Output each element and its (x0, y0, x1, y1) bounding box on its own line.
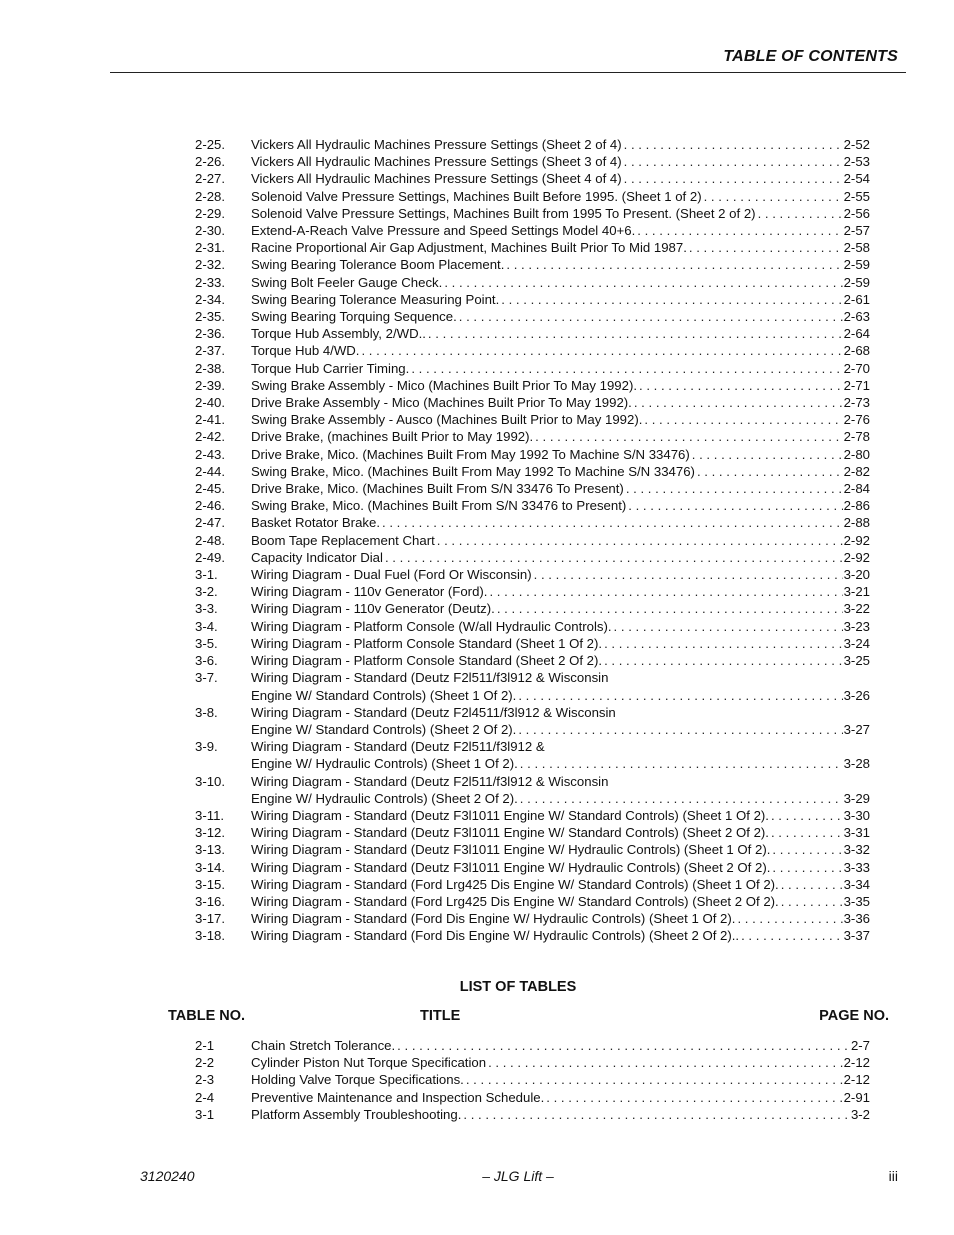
dot-leader (756, 205, 843, 222)
entry-number: 2-29. (195, 205, 226, 221)
dot-leader (442, 274, 842, 291)
toc-entry[interactable] (195, 239, 870, 256)
toc-entry[interactable] (195, 428, 870, 445)
entry-page-number: 2-59 (843, 274, 870, 290)
entry-title: Swing Brake, Mico. (Machines Built From May 1992 To Machine S/N 33476) (251, 463, 695, 479)
entry-title: Wiring Diagram - Standard (Deutz F3l1011 Engine W/ Standard Controls) (Sheet 1 Of 2). (251, 807, 769, 823)
toc-entry[interactable] (195, 859, 870, 876)
toc-entry[interactable] (195, 497, 870, 514)
entry-number: 3-1. (195, 567, 218, 583)
entry-title: Basket Rotator Brake. (251, 515, 381, 531)
list-of-tables (195, 1037, 870, 1123)
entry-number: 2-2 (195, 1055, 215, 1071)
dot-leader (770, 859, 842, 876)
entry-page-number: 3-24 (843, 635, 870, 651)
dot-leader (383, 549, 843, 566)
entry-number: 3-8. (195, 704, 218, 720)
toc-entry[interactable] (195, 704, 870, 738)
entry-page-number: 2-78 (843, 429, 870, 445)
entry-number: 3-18. (195, 928, 226, 944)
entry-page-number: 2-57 (843, 223, 870, 239)
entry-number: 2-38. (195, 360, 226, 376)
entry-number: 2-36. (195, 326, 226, 342)
entry-title: Wiring Diagram - Standard (Deutz F3l1011 Engine W/ Hydraulic Controls) (Sheet 2 Of 2). (251, 859, 771, 875)
entry-number: 2-45. (195, 481, 226, 497)
entry-number: 3-12. (195, 825, 226, 841)
dot-leader (516, 721, 842, 738)
entry-title: Engine W/ Hydraulic Controls) (Sheet 2 Of 2). (251, 790, 518, 806)
entry-title: Extend-A-Reach Valve Pressure and Speed Settings Model 40+6. (251, 223, 636, 239)
toc-entry[interactable] (195, 170, 870, 187)
dot-leader (516, 687, 842, 704)
entry-title: Torque Hub 4/WD. (251, 343, 360, 359)
entry-page-number: 2-84 (843, 481, 870, 497)
toc-entry[interactable] (195, 205, 870, 222)
entry-title: Drive Brake Assembly - Mico (Machines Built Prior To May 1992). (251, 395, 632, 411)
entry-title: Swing Bearing Tolerance Measuring Point. (251, 291, 500, 307)
entry-number: 2-37. (195, 343, 226, 359)
dot-leader (622, 136, 843, 153)
entry-number: 2-44. (195, 463, 226, 479)
footer-doc-number: 3120240 (140, 1168, 195, 1184)
entry-title: Wiring Diagram - Standard (Ford Lrg425 Dis Engine W/ Standard Controls) (Sheet 1 Of 2). (251, 876, 779, 892)
entry-number: 2-47. (195, 515, 226, 531)
entry-title: Drive Brake, (machines Built Prior to May 1992). (251, 429, 534, 445)
dot-leader (499, 291, 842, 308)
footer-page-number: iii (888, 1168, 898, 1184)
entry-page-number: 3-25 (843, 653, 870, 669)
dot-leader (612, 618, 843, 635)
entry-title: Vickers All Hydraulic Machines Pressure Settings (Sheet 2 of 4) (251, 137, 622, 152)
entry-title: Preventive Maintenance and Inspection Schedule. (251, 1089, 545, 1105)
toc-entry[interactable] (195, 927, 870, 944)
toc-entry[interactable] (195, 325, 870, 342)
entry-number: 2-32. (195, 257, 226, 273)
entry-title: Swing Bearing Torquing Sequence. (251, 309, 457, 325)
dot-leader (426, 325, 843, 342)
toc-entry[interactable] (195, 188, 870, 205)
toc-entry[interactable] (195, 394, 870, 411)
entry-title: Wiring Diagram - Dual Fuel (Ford Or Wisconsin) (251, 567, 532, 583)
dot-leader (690, 446, 843, 463)
dot-leader (602, 652, 843, 669)
toc-entry[interactable] (195, 256, 870, 273)
entry-page-number: 3-32 (843, 842, 870, 858)
entry-title: Torque Hub Assembly, 2/WD.. (251, 326, 426, 342)
entry-page-number: 2-80 (843, 446, 870, 462)
entry-title: Swing Bolt Feeler Gauge Check. (251, 274, 443, 290)
entry-number: 3-11. (195, 807, 225, 823)
toc-entry[interactable] (195, 1054, 870, 1071)
dot-leader (622, 153, 843, 170)
entry-page-number: 2-55 (843, 188, 870, 204)
dot-leader (635, 222, 842, 239)
entry-page-number: 3-2 (850, 1106, 870, 1122)
toc-entry[interactable] (195, 360, 870, 377)
toc-entry[interactable] (195, 1089, 870, 1106)
entry-page-number: 2-91 (843, 1089, 870, 1105)
toc-entry[interactable] (195, 1071, 870, 1088)
entry-page-number: 3-26 (843, 687, 870, 703)
toc-entry[interactable] (195, 876, 870, 893)
entry-title: Drive Brake, Mico. (Machines Built From May 1992 To Machine S/N 33476) (251, 446, 690, 462)
entry-number: 2-42. (195, 429, 226, 445)
entry-title: Vickers All Hydraulic Machines Pressure Settings (Sheet 4 of 4) (251, 171, 622, 187)
header-divider (110, 72, 906, 73)
entry-number: 2-1 (195, 1038, 215, 1053)
entry-title: Wiring Diagram - Standard (Deutz F2l511/f3l912 & Wisconsin (251, 773, 609, 789)
toc-entry[interactable] (195, 549, 870, 566)
dot-leader (626, 497, 842, 514)
entry-page-number: 3-30 (843, 807, 870, 823)
entry-number: 2-40. (195, 395, 226, 411)
entry-number: 3-15. (195, 876, 226, 892)
entry-title: Wiring Diagram - 110v Generator (Ford). (251, 584, 488, 600)
entry-title: Wiring Diagram - Standard (Deutz F3l1011 Engine W/ Hydraulic Controls) (Sheet 1 Of 2). (251, 842, 771, 858)
toc-entry[interactable] (195, 377, 870, 394)
toc-entry[interactable] (195, 222, 870, 239)
dot-leader (435, 532, 843, 549)
entry-number: 3-14. (195, 859, 226, 875)
page-header-title: TABLE OF CONTENTS (723, 48, 898, 65)
column-header-page-no: PAGE NO. (819, 1008, 889, 1024)
toc-entry[interactable] (195, 153, 870, 170)
entry-page-number: 2-53 (843, 154, 870, 170)
entry-title: Platform Assembly Troubleshooting. (251, 1106, 462, 1122)
dot-leader (739, 927, 842, 944)
entry-title: Engine W/ Hydraulic Controls) (Sheet 1 Of 2). (251, 756, 518, 772)
entry-page-number: 2-76 (843, 412, 870, 428)
entry-number: 3-9. (195, 739, 218, 755)
entry-page-number: 3-36 (843, 911, 870, 927)
dot-leader (504, 256, 842, 273)
dot-leader (642, 411, 842, 428)
toc-entry[interactable] (195, 618, 870, 635)
toc-entry[interactable] (195, 910, 870, 927)
entry-page-number: 2-68 (843, 343, 870, 359)
entry-page-number: 2-86 (843, 498, 870, 514)
entry-title: Chain Stretch Tolerance. (251, 1038, 396, 1053)
entry-page-number: 2-88 (843, 515, 870, 531)
toc-entry[interactable] (195, 773, 870, 807)
entry-page-number: 2-82 (843, 463, 870, 479)
list-of-tables-title: LIST OF TABLES (459, 979, 577, 995)
dot-leader (624, 480, 843, 497)
toc-entry[interactable] (195, 308, 870, 325)
entry-page-number: 2-12 (843, 1072, 870, 1088)
dot-leader (532, 566, 843, 583)
dot-leader (779, 893, 843, 910)
entry-title: Wiring Diagram - Standard (Ford Dis Engine W/ Hydraulic Controls) (Sheet 2 Of 2).. (251, 928, 740, 944)
entry-title: Wiring Diagram - Standard (Deutz F2l4511/f3l912 & Wisconsin (251, 704, 616, 720)
entry-page-number: 3-21 (843, 584, 870, 600)
entry-title: Boom Tape Replacement Chart (251, 532, 435, 548)
dot-leader (518, 755, 843, 772)
entry-number: 3-4. (195, 618, 218, 634)
entry-number: 2-30. (195, 223, 226, 239)
dot-leader (702, 188, 843, 205)
toc-entry[interactable] (195, 136, 870, 153)
entry-title: Swing Brake Assembly - Ausco (Machines Built Prior to May 1992). (251, 412, 643, 428)
entry-title: Racine Proportional Air Gap Adjustment, Machines Built Prior To Mid 1987. (251, 240, 687, 256)
entry-title: Engine W/ Standard Controls) (Sheet 1 Of 2). (251, 687, 517, 703)
entry-title: Vickers All Hydraulic Machines Pressure Settings (Sheet 3 of 4) (251, 154, 622, 170)
toc-entry[interactable] (195, 566, 870, 583)
dot-leader (464, 1071, 843, 1088)
entry-page-number: 2-61 (843, 291, 870, 307)
entry-page-number: 3-33 (843, 859, 870, 875)
entry-page-number: 3-29 (843, 790, 870, 806)
entry-number: 3-6. (195, 653, 218, 669)
entry-title: Torque Hub Carrier Timing. (251, 360, 410, 376)
entry-title: Swing Brake Assembly - Mico (Machines Built Prior To May 1992). (251, 377, 637, 393)
entry-page-number: 2-59 (843, 257, 870, 273)
entry-number: 3-10. (195, 773, 226, 789)
entry-number: 3-2. (195, 584, 218, 600)
footer-brand: – JLG Lift – (482, 1168, 554, 1184)
entry-title: Wiring Diagram - Standard (Deutz F2l511/f3l912 & (251, 739, 545, 755)
entry-title: Cylinder Piston Nut Torque Specification (251, 1055, 487, 1071)
toc-entry[interactable] (195, 446, 870, 463)
entry-number: 2-49. (195, 549, 226, 565)
dot-leader (409, 360, 842, 377)
entry-page-number: 3-31 (843, 825, 870, 841)
entry-page-number: 2-71 (843, 377, 870, 393)
entry-page-number: 2-7 (850, 1038, 870, 1053)
entry-title: Solenoid Valve Pressure Settings, Machines Built from 1995 To Present. (Sheet 2 of 2) (251, 205, 756, 221)
entry-title: Solenoid Valve Pressure Settings, Machines Built Before 1995. (Sheet 1 of 2) (251, 188, 702, 204)
dot-leader (622, 170, 843, 187)
toc-entry[interactable] (195, 532, 870, 549)
entry-page-number: 2-54 (843, 171, 870, 187)
dot-leader (487, 583, 842, 600)
entry-page-number: 2-70 (843, 360, 870, 376)
toc-entry[interactable] (195, 807, 870, 824)
list-of-figures (195, 136, 870, 945)
entry-page-number: 3-35 (843, 893, 870, 909)
entry-title: Capacity Indicator Dial (251, 549, 383, 565)
dot-leader (533, 428, 842, 445)
entry-page-number: 3-28 (843, 756, 870, 772)
dot-leader (779, 876, 843, 893)
toc-entry[interactable] (195, 583, 870, 600)
dot-leader (770, 841, 842, 858)
entry-page-number: 2-12 (843, 1055, 870, 1071)
entry-page-number: 2-73 (843, 395, 870, 411)
entry-title: Wiring Diagram - Standard (Deutz F3l1011 Engine W/ Standard Controls) (Sheet 2 Of 2). (251, 825, 769, 841)
entry-number: 3-17. (195, 911, 226, 927)
toc-entry[interactable] (195, 411, 870, 428)
entry-number: 2-46. (195, 498, 226, 514)
toc-entry[interactable] (195, 480, 870, 497)
dot-leader (457, 308, 843, 325)
entry-title: Wiring Diagram - Platform Console Standard (Sheet 2 Of 2). (251, 653, 603, 669)
entry-title: Wiring Diagram - Platform Console (W/all Hydraulic Controls). (251, 618, 612, 634)
entry-number: 2-26. (195, 154, 226, 170)
entry-page-number: 3-22 (843, 601, 870, 617)
toc-entry[interactable] (195, 635, 870, 652)
entry-number: 3-7. (195, 670, 218, 686)
entry-page-number: 3-27 (843, 721, 870, 737)
toc-entry[interactable] (195, 514, 870, 531)
entry-page-number: 2-64 (843, 326, 870, 342)
entry-number: 2-28. (195, 188, 226, 204)
toc-entry[interactable] (195, 1106, 870, 1123)
entry-number: 3-16. (195, 893, 226, 909)
toc-entry[interactable] (195, 893, 870, 910)
entry-number: 2-39. (195, 377, 226, 393)
toc-entry[interactable] (195, 1037, 870, 1054)
toc-entry[interactable] (195, 600, 870, 617)
entry-title: Wiring Diagram - Standard (Ford Dis Engine W/ Hydraulic Controls) (Sheet 1 Of 2). (251, 911, 736, 927)
toc-entry[interactable] (195, 652, 870, 669)
entry-page-number: 2-58 (843, 240, 870, 256)
entry-number: 2-34. (195, 291, 226, 307)
dot-leader (380, 514, 843, 531)
dot-leader (518, 790, 843, 807)
column-header-title: TITLE (420, 1008, 461, 1024)
entry-title: Holding Valve Torque Specifications. (251, 1072, 464, 1088)
entry-title: Drive Brake, Mico. (Machines Built From S/N 33476 To Present) (251, 481, 624, 497)
entry-number: 2-25. (195, 137, 226, 152)
entry-title: Engine W/ Standard Controls) (Sheet 2 Of 2). (251, 721, 517, 737)
entry-title: Wiring Diagram - Standard (Deutz F2l511/f3l912 & Wisconsin (251, 670, 609, 686)
entry-title: Wiring Diagram - Platform Console Standard (Sheet 1 Of 2). (251, 635, 603, 651)
entry-number: 2-3 (195, 1072, 215, 1088)
entry-number: 3-5. (195, 635, 218, 651)
toc-entry[interactable] (195, 274, 870, 291)
entry-page-number: 3-23 (843, 618, 870, 634)
dot-leader (544, 1089, 842, 1106)
entry-number: 2-48. (195, 532, 226, 548)
entry-number: 2-4 (195, 1089, 215, 1105)
entry-title: Swing Brake, Mico. (Machines Built From S/N 33476 to Present) (251, 498, 627, 514)
entry-title: Swing Bearing Tolerance Boom Placement. (251, 257, 505, 273)
toc-entry[interactable] (195, 738, 870, 772)
entry-number: 2-27. (195, 171, 226, 187)
entry-page-number: 3-37 (843, 928, 870, 944)
entry-page-number: 3-34 (843, 876, 870, 892)
dot-leader (735, 910, 842, 927)
dot-leader (395, 1037, 850, 1054)
dot-leader (602, 635, 843, 652)
toc-entry[interactable] (195, 463, 870, 480)
entry-page-number: 2-92 (843, 532, 870, 548)
entry-number: 3-13. (195, 842, 226, 858)
entry-number: 3-1 (195, 1106, 215, 1122)
dot-leader (695, 463, 843, 480)
entry-page-number: 2-52 (843, 137, 870, 152)
toc-entry[interactable] (195, 824, 870, 841)
entry-page-number: 2-56 (843, 205, 870, 221)
entry-title: Wiring Diagram - 110v Generator (Deutz). (251, 601, 495, 617)
entry-number: 2-35. (195, 309, 226, 325)
toc-entry[interactable] (195, 342, 870, 359)
dot-leader (769, 824, 843, 841)
entry-number: 2-31. (195, 240, 226, 256)
dot-leader (486, 1054, 843, 1071)
dot-leader (495, 600, 843, 617)
entry-number: 2-43. (195, 446, 226, 462)
dot-leader (461, 1106, 850, 1123)
entry-number: 2-33. (195, 274, 226, 290)
entry-number: 2-41. (195, 412, 226, 428)
entry-page-number: 3-20 (843, 567, 870, 583)
dot-leader (632, 394, 843, 411)
dot-leader (687, 239, 843, 256)
toc-entry[interactable] (195, 291, 870, 308)
dot-leader (637, 377, 843, 394)
toc-entry[interactable] (195, 841, 870, 858)
entry-number: 3-3. (195, 601, 218, 617)
toc-entry[interactable] (195, 669, 870, 703)
dot-leader (359, 342, 842, 359)
entry-page-number: 2-63 (843, 309, 870, 325)
entry-page-number: 2-92 (843, 549, 870, 565)
column-header-table-no: TABLE NO. (168, 1008, 246, 1024)
entry-title: Wiring Diagram - Standard (Ford Lrg425 Dis Engine W/ Standard Controls) (Sheet 2 Of 2). (251, 893, 779, 909)
dot-leader (769, 807, 843, 824)
